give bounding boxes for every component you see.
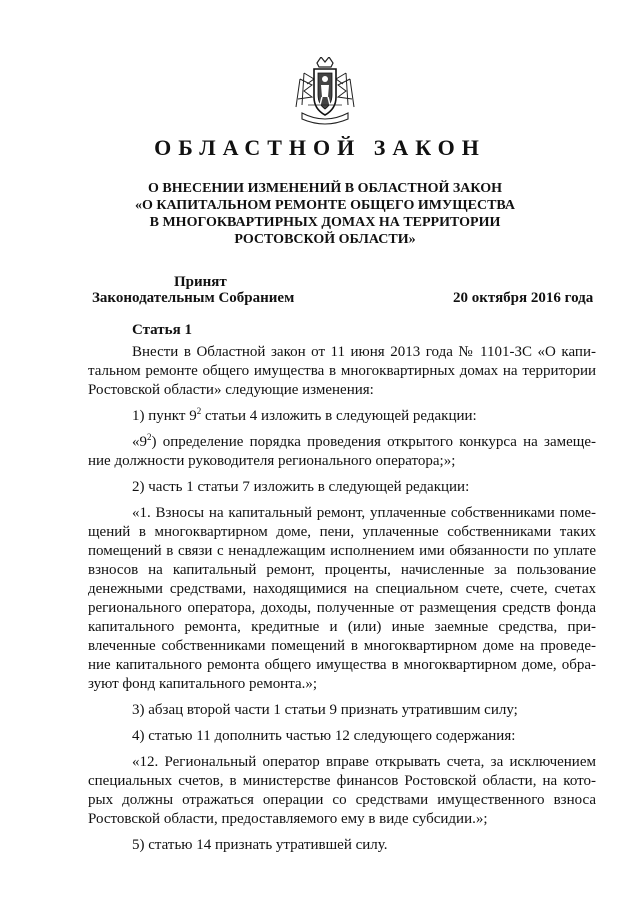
paragraph: «12. Региональный оператор вправе открывать счета, за исключением специальных счетов, в министерстве финансов Ростовской области, на которых должны отражаться операции со средствами имущественного взноса Ростовской области, предоставляемого ему в виде субсидии.»; [88,754,596,827]
superscript: 2 [147,432,152,442]
paragraph: «1. Взносы на капитальный ремонт, уплаченные собственниками помещений в многоквартирном доме, пени, уплаченные собственниками таких помещений в связи с ненадлежащим исполнением ими обязанности по уплате взносов на капитальный ремонт, проценты, начисленные за пользование денежными средствами, находящимися на специальном счете, счете, счетах регионального оператора, доходы, полученные от размещения средств фонда капитального ремонта, кредитные и (или) иные заемные средства, привлеченные собственниками помещений в многоквартирном доме на проведение капитального ремонта общего имущества в многоквартирном доме, образуют фонд капитального ремонта.»; [88,505,596,692]
law-title-line: «О КАПИТАЛЬНОМ РЕМОНТЕ ОБЩЕГО ИМУЩЕСТВА [135,198,515,213]
adopted-label: Принят [174,274,227,290]
article-heading: Статья 1 [132,322,192,338]
paragraph-text: «9 [132,434,147,450]
paragraph-text: ) определение порядка проведения открытого конкурса на замещение должности руководителя регионального оператора;»; [88,434,596,469]
paragraph [88,433,596,471]
adopted-date: 20 октября 2016 года [453,290,594,306]
paragraph-text: 1) пункт 9 [132,408,197,424]
paragraph-text: статьи 4 изложить в следующей редакции: [201,408,477,424]
paragraph [88,407,596,426]
article-body [88,343,596,862]
paragraph: Внести в Областной закон от 11 июня 2013 года № 1101-ЗС «О капитальном ремонте общего имущества в многоквартирных домах на территории Ростовской области» следующие изменения: [88,344,596,398]
paragraph: 3) абзац второй части 1 статьи 9 признать утратившим силу; [132,702,518,718]
superscript: 2 [196,406,202,416]
law-title-line: О ВНЕСЕНИИ ИЗМЕНЕНИЙ В ОБЛАСТНОЙ ЗАКОН [148,181,502,196]
paragraph: 2) часть 1 статьи 7 изложить в следующей редакции: [132,479,470,495]
law-title [120,180,530,248]
coat-of-arms-emblem-icon [292,57,358,129]
adopted-by: Законодательным Собранием [92,290,295,306]
law-title-line: В МНОГОКВАРТИРНЫХ ДОМАХ НА ТЕРРИТОРИИ [149,215,501,230]
paragraph: 4) статью 11 дополнить частью 12 следующего содержания: [132,728,516,744]
paragraph: 5) статью 14 признать утратившей силу. [132,837,388,853]
law-title-line: РОСТОВСКОЙ ОБЛАСТИ» [234,232,416,247]
law-type-heading: ОБЛАСТНОЙ ЗАКОН [154,135,486,160]
